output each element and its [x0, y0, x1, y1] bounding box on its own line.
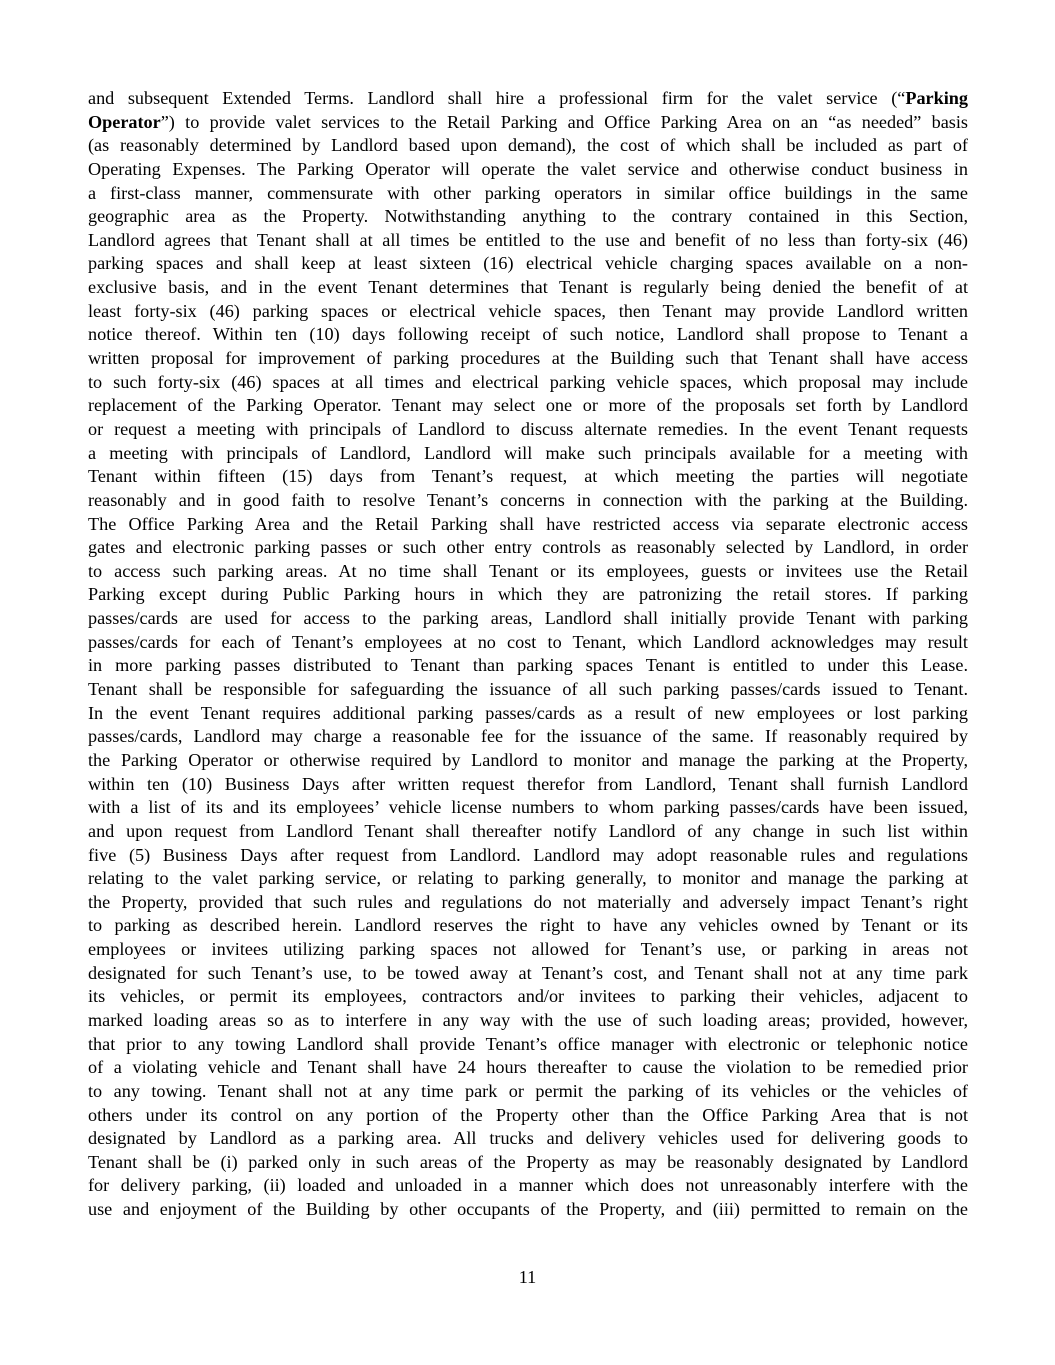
- text-segment: Parking except during Public Parking hours in which they are patronizing the retail stores. If parking: [88, 584, 968, 605]
- text-line: [88, 418, 968, 442]
- text-line: [88, 914, 968, 938]
- text-line: [88, 229, 968, 253]
- text-line: [88, 583, 968, 607]
- text-line: [88, 678, 968, 702]
- text-line: [88, 158, 968, 182]
- text-line: [88, 134, 968, 158]
- text-segment: marked loading areas so as to interfere in any way with the use of such loading areas; provided, however,: [88, 1009, 968, 1030]
- text-segment: parking spaces and shall keep at least sixteen (16) electrical vehicle charging spaces available on a non-: [88, 253, 968, 274]
- text-line: [88, 725, 968, 749]
- text-segment: passes/cards are used for access to the parking areas, Landlord shall initially provide Tenant with parking: [88, 608, 968, 629]
- text-line: [88, 560, 968, 584]
- text-segment: notice thereof. Within ten (10) days following receipt of such notice, Landlord shall propose to Tenant a: [88, 324, 968, 345]
- text-segment: exclusive basis, and in the event Tenant determines that Tenant is regularly being denied the benefit of at: [88, 277, 968, 298]
- text-segment: gates and electronic parking passes or such other entry controls as reasonably selected by Landlord, in order: [88, 537, 968, 558]
- defined-term: Operator: [88, 111, 161, 132]
- text-line: [88, 87, 968, 111]
- text-segment: to such forty-six (46) spaces at all times and electrical parking vehicle spaces, which proposal may include: [88, 371, 968, 392]
- text-segment: its vehicles, or permit its employees, contractors and/or invitees to parking their vehicles, adjacent to: [88, 986, 968, 1007]
- text-line: [88, 111, 968, 135]
- text-segment: reasonably and in good faith to resolve Tenant’s concerns in connection with the parking at the Building.: [88, 489, 968, 510]
- text-line: [88, 1080, 968, 1104]
- defined-term: Parking: [905, 88, 968, 108]
- text-line: [88, 654, 968, 678]
- lease-paragraph: [88, 87, 968, 1222]
- text-segment: or request a meeting with principals of Landlord to discuss alternate remedies. In the event Tenant requests: [88, 418, 968, 439]
- text-line: [88, 371, 968, 395]
- text-line: [88, 1127, 968, 1151]
- text-segment: ”) to provide valet services to the Retail Parking and Office Parking Area on an “as needed” basis: [160, 111, 968, 132]
- text-line: [88, 749, 968, 773]
- text-line: [88, 844, 968, 868]
- text-line: [88, 513, 968, 537]
- text-line: [88, 867, 968, 891]
- text-segment: designated for such Tenant’s use, to be towed away at Tenant’s cost, and Tenant shall not at any time park: [88, 962, 968, 983]
- text-line: [88, 252, 968, 276]
- text-line: [88, 607, 968, 631]
- text-line: [88, 323, 968, 347]
- text-line: [88, 442, 968, 466]
- text-segment: In the event Tenant requires additional parking passes/cards as a result of new employees or lost parking: [88, 702, 968, 723]
- text-segment: relating to the valet parking service, or relating to parking generally, to monitor and manage the parking at: [88, 868, 968, 889]
- text-segment: to any towing. Tenant shall not at any time park or permit the parking of its vehicles or the vehicles of: [88, 1080, 968, 1101]
- text-segment: Operating Expenses. The Parking Operator will operate the valet service and otherwise conduct business in: [88, 158, 968, 179]
- text-line: [88, 205, 968, 229]
- text-segment: Tenant within fifteen (15) days from Tenant’s request, at which meeting the parties will negotiate: [88, 466, 968, 487]
- text-line: [88, 985, 968, 1009]
- text-line: [88, 962, 968, 986]
- text-segment: replacement of the Parking Operator. Tenant may select one or more of the proposals set forth by Landlord: [88, 395, 968, 416]
- text-segment: written proposal for improvement of parking procedures at the Building such that Tenant shall have access: [88, 348, 968, 369]
- text-line: [88, 394, 968, 418]
- text-segment: passes/cards, Landlord may charge a reasonable fee for the issuance of the same. If reasonably required by: [88, 726, 968, 747]
- text-segment: of a violating vehicle and Tenant shall have 24 hours thereafter to cause the violation to be remedied prior: [88, 1057, 968, 1078]
- text-line: [88, 702, 968, 726]
- text-segment: geographic area as the Property. Notwithstanding anything to the contrary contained in this Section,: [88, 206, 968, 227]
- text-segment: passes/cards for each of Tenant’s employees at no cost to Tenant, which Landlord acknowledges may result: [88, 631, 968, 652]
- text-segment: to access such parking areas. At no time shall Tenant or its employees, guests or invitees use the Retail: [88, 560, 968, 581]
- page-number: 11: [518, 1267, 537, 1287]
- text-segment: least forty-six (46) parking spaces or electrical vehicle spaces, then Tenant may provide Landlord written: [88, 300, 968, 321]
- text-segment: use and enjoyment of the Building by other occupants of the Property, and (iii) permitted to remain on the: [88, 1199, 968, 1220]
- text-segment: Tenant shall be (i) parked only in such areas of the Property as may be reasonably designated by Landlord: [88, 1151, 968, 1172]
- text-line: [88, 631, 968, 655]
- text-line: [88, 1056, 968, 1080]
- text-line: [88, 1009, 968, 1033]
- text-segment: Tenant shall be responsible for safeguarding the issuance of all such parking passes/cards issued to Tenant.: [88, 679, 968, 700]
- text-line: [88, 891, 968, 915]
- text-segment: a meeting with principals of Landlord, Landlord will make such principals available for a meeting with: [88, 442, 968, 463]
- text-segment: others under its control on any portion of the Property other than the Office Parking Area that is not: [88, 1104, 968, 1125]
- text-line: [88, 1033, 968, 1057]
- text-line: [88, 796, 968, 820]
- text-segment: to parking as described herein. Landlord reserves the right to have any vehicles owned by Tenant or its: [88, 915, 968, 936]
- text-line: [88, 820, 968, 844]
- text-segment: a first-class manner, commensurate with other parking operators in similar office buildings in the same: [88, 182, 968, 203]
- text-line: [88, 536, 968, 560]
- text-segment: for delivery parking, (ii) loaded and unloaded in a manner which does not unreasonably interfere with the: [88, 1175, 968, 1196]
- text-segment: and subsequent Extended Terms. Landlord shall hire a professional firm for the valet service (“: [88, 88, 906, 108]
- text-segment: the Parking Operator or otherwise required by Landlord to monitor and manage the parking at the Property,: [88, 749, 968, 770]
- text-segment: and upon request from Landlord Tenant shall thereafter notify Landlord of any change in such list within: [88, 820, 968, 841]
- text-segment: (as reasonably determined by Landlord based upon demand), the cost of which shall be included as part of: [88, 135, 968, 156]
- text-line: [88, 1174, 968, 1198]
- text-line: [88, 300, 968, 324]
- text-line: [88, 1151, 968, 1175]
- text-line: [88, 773, 968, 797]
- text-segment: with a list of its and its employees’ vehicle license numbers to whom parking passes/cards have been issued,: [88, 797, 968, 818]
- text-segment: five (5) Business Days after request from Landlord. Landlord may adopt reasonable rules and regulations: [88, 844, 968, 865]
- text-line: [88, 489, 968, 513]
- text-line: [88, 182, 968, 206]
- text-segment: in more parking passes distributed to Tenant than parking spaces Tenant is entitled to under this Lease.: [88, 655, 968, 676]
- text-line: [88, 1104, 968, 1128]
- text-segment: The Office Parking Area and the Retail Parking shall have restricted access via separate electronic access: [88, 513, 968, 534]
- text-line: [88, 938, 968, 962]
- text-segment: that prior to any towing Landlord shall provide Tenant’s office manager with electronic or telephonic notice: [88, 1033, 968, 1054]
- text-segment: the Property, provided that such rules and regulations do not materially and adversely impact Tenant’s right: [88, 891, 968, 912]
- text-line: [88, 347, 968, 371]
- text-line: [88, 465, 968, 489]
- text-segment: Landlord agrees that Tenant shall at all times be entitled to the use and benefit of no less than forty-six (46): [88, 229, 968, 250]
- text-segment: within ten (10) Business Days after written request therefor from Landlord, Tenant shall furnish Landlord: [88, 773, 968, 794]
- text-segment: employees or invitees utilizing parking spaces not allowed for Tenant’s use, or parking in areas not: [88, 939, 968, 960]
- text-line: [88, 276, 968, 300]
- text-line: [88, 1198, 968, 1222]
- text-segment: designated by Landlord as a parking area. All trucks and delivery vehicles used for delivering goods to: [88, 1128, 968, 1149]
